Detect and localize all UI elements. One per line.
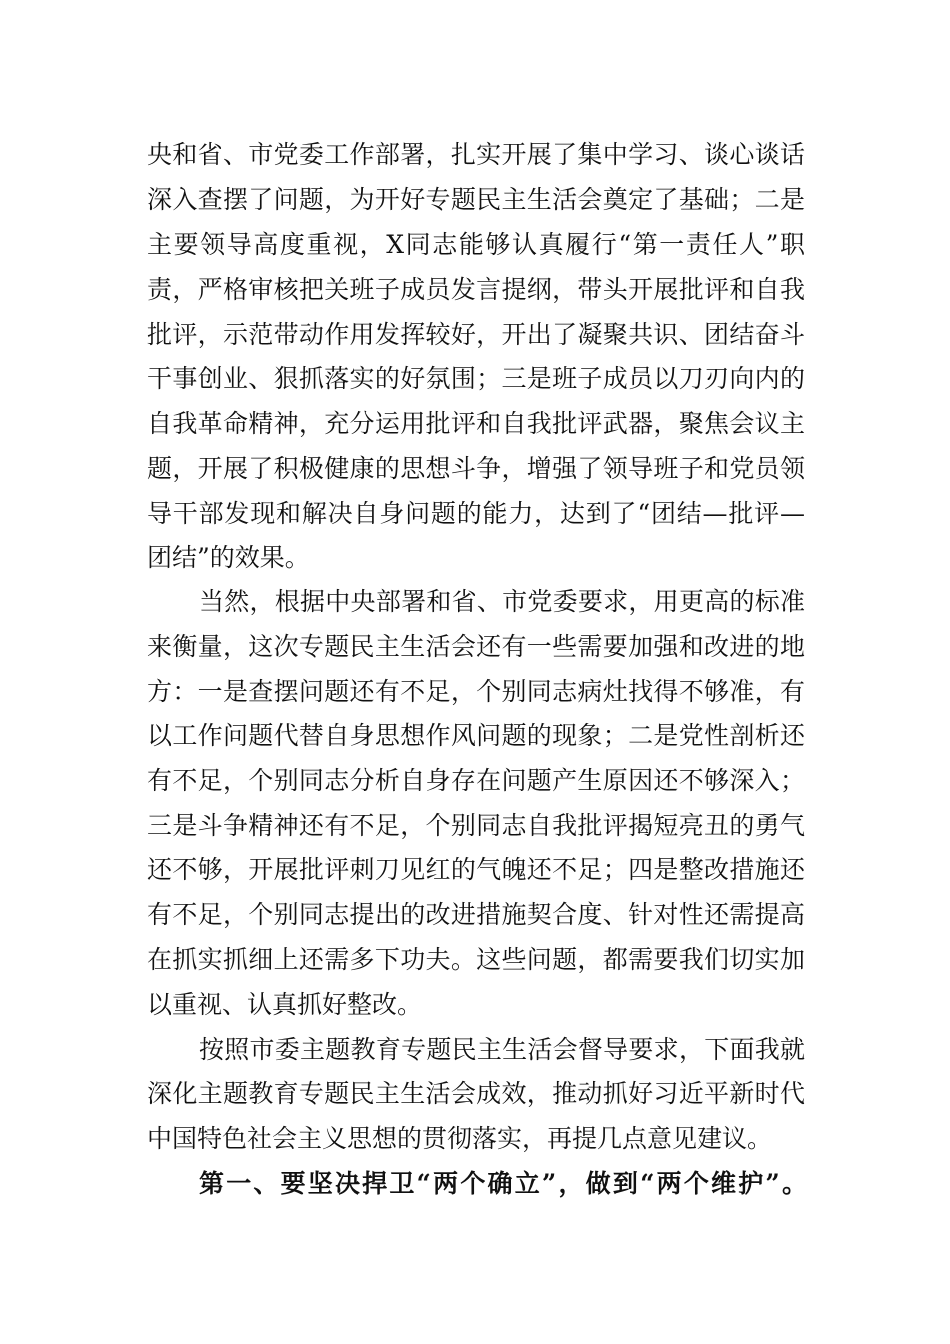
text-line: 团结”的效果。 [147,543,310,572]
text-line: 干事创业、狠抓落实的好氛围；三是班子成员以刀刃向内的 [147,364,805,393]
text-line: 以工作问题代替自身思想作风问题的现象；二是党性剖析还 [147,721,805,750]
text-line: 以重视、认真抓好整改。 [147,990,423,1019]
text-line: 三是斗争精神还有不足，个别同志自我批评揭短亮丑的勇气 [147,811,805,840]
text-line: 导干部发现和解决自身问题的能力，达到了“团结—批评— [147,499,805,528]
text-line: 中国特色社会主义思想的贯彻落实，再提几点意见建议。 [147,1124,773,1153]
text-line: 方：一是查摆问题还有不足，个别同志病灶找得不够准，有 [147,677,805,706]
text-line: 还不够，开展批评刺刀见红的气魄还不足；四是整改措施还 [147,855,805,884]
text-line: 有不足，个别同志分析自身存在问题产生原因还不够深入； [147,766,805,795]
text-line: 有不足，个别同志提出的改进措施契合度、针对性还需提高 [147,900,805,929]
text-line: 深化主题教育专题民主生活会成效，推动抓好习近平新时代 [147,1079,805,1108]
text-line: 题，开展了积极健康的思想斗争，增强了领导班子和党员领 [147,454,805,483]
text-line: 批评，示范带动作用发挥较好，开出了凝聚共识、团结奋斗 [147,320,805,349]
text-line: 当然，根据中央部署和省、市党委要求，用更高的标准 [199,587,805,616]
text-line: 自我革命精神，充分运用批评和自我批评武器，聚焦会议主 [147,409,805,438]
text-line: 按照市委主题教育专题民主生活会督导要求，下面我就 [199,1035,805,1064]
text-line: 深入查摆了问题，为开好专题民主生活会奠定了基础；二是 [147,185,805,214]
text-line: 主要领导高度重视，X同志能够认真履行“第一责任人”职 [147,230,805,259]
text-line: 来衡量，这次专题民主生活会还有一些需要加强和改进的地 [147,632,805,661]
text-line: 央和省、市党委工作部署，扎实开展了集中学习、谈心谈话 [147,140,805,169]
text-line: 责，严格审核把关班子成员发言提纲，带头开展批评和自我 [147,275,805,304]
section-heading: 第一、要坚决捍卫“两个确立”，做到“两个维护”。 [199,1169,807,1198]
text-line: 在抓实抓细上还需多下功夫。这些问题，都需要我们切实加 [147,945,805,974]
